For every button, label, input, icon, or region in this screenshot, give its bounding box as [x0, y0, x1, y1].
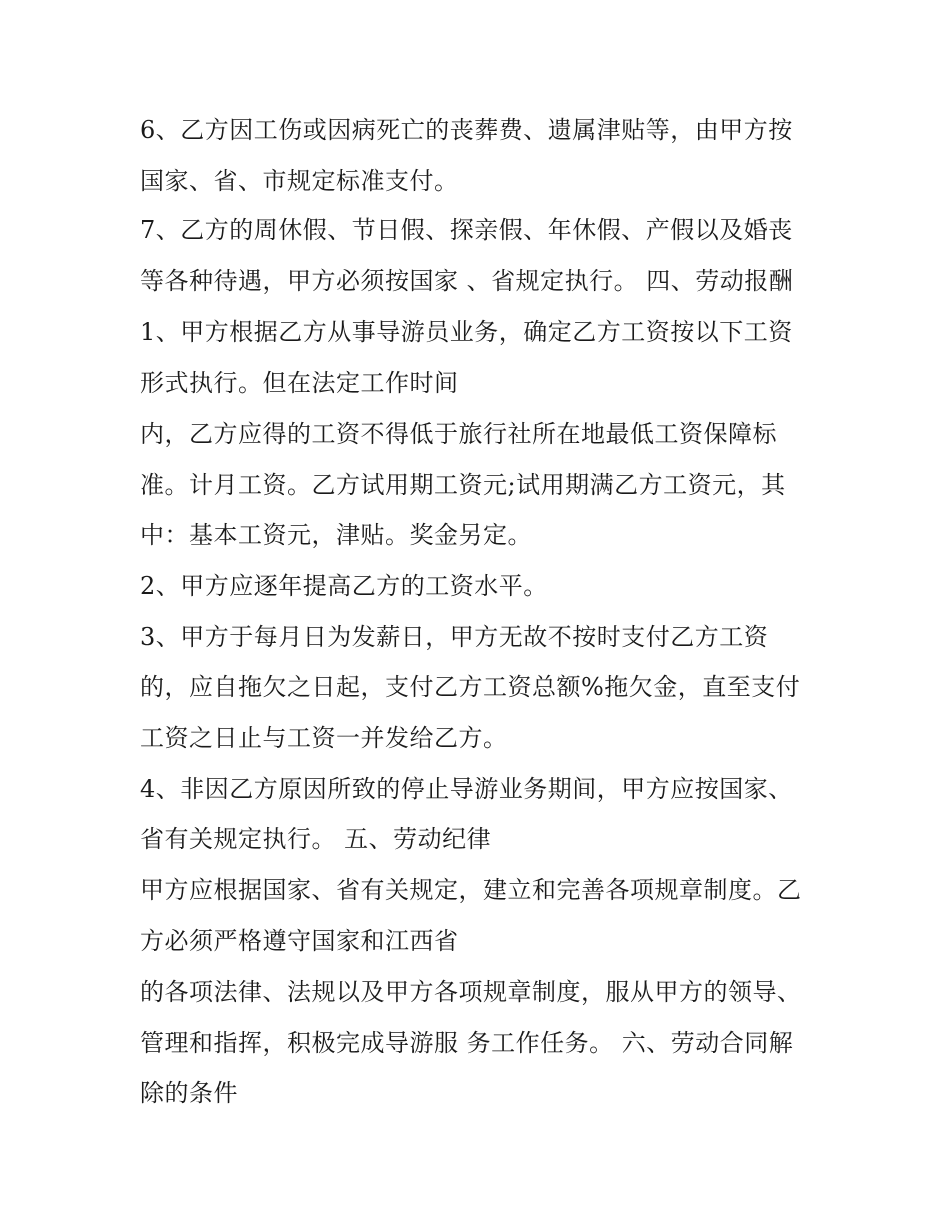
text-line: 管理和指挥，积极完成导游服 务工作任务。 六、劳动合同解 [140, 1029, 794, 1057]
text-line: 1、甲方根据乙方从事导游员业务，确定乙方工资按以下工资 [140, 318, 793, 346]
text-line: 7、乙方的周休假、节日假、探亲假、年休假、产假以及婚丧 [140, 216, 793, 244]
text-line: 形式执行。但在法定工作时间 [140, 369, 459, 397]
text-line: 除的条件 [140, 1079, 238, 1107]
text-line: 准。计月工资。乙方试用期工资元;试用期满乙方工资元，其 [140, 471, 786, 499]
text-line: 等各种待遇，甲方必须按国家 、省规定执行。 四、劳动报酬 [140, 267, 794, 295]
text-line: 工资之日止与工资一并发给乙方。 [140, 724, 508, 752]
text-line: 2、甲方应逐年提高乙方的工资水平。 [140, 572, 548, 600]
text-line: 的，应自拖欠之日起，支付乙方工资总额%拖欠金，直至支付 [140, 673, 801, 701]
text-line: 甲方应根据国家、省有关规定，建立和完善各项规章制度。乙 [140, 876, 802, 904]
text-line: 6、乙方因工伤或因病死亡的丧葬费、遗属津贴等，由甲方按 [140, 116, 793, 144]
text-line: 3、甲方于每月日为发薪日，甲方无故不按时支付乙方工资 [140, 623, 769, 651]
text-line: 省有关规定执行。 五、劳动纪律 [140, 825, 492, 853]
text-line: 方必须严格遵守国家和江西省 [140, 927, 459, 955]
text-line: 的各项法律、法规以及甲方各项规章制度，服从甲方的领导、 [140, 978, 802, 1006]
text-line: 4、非因乙方原因所致的停止导游业务期间，甲方应按国家、 [140, 775, 793, 803]
text-line: 国家、省、市规定标准支付。 [140, 167, 459, 195]
text-line: 内，乙方应得的工资不得低于旅行社所在地最低工资保障标 [140, 420, 777, 448]
text-line: 中：基本工资元，津贴。奖金另定。 [140, 521, 532, 549]
